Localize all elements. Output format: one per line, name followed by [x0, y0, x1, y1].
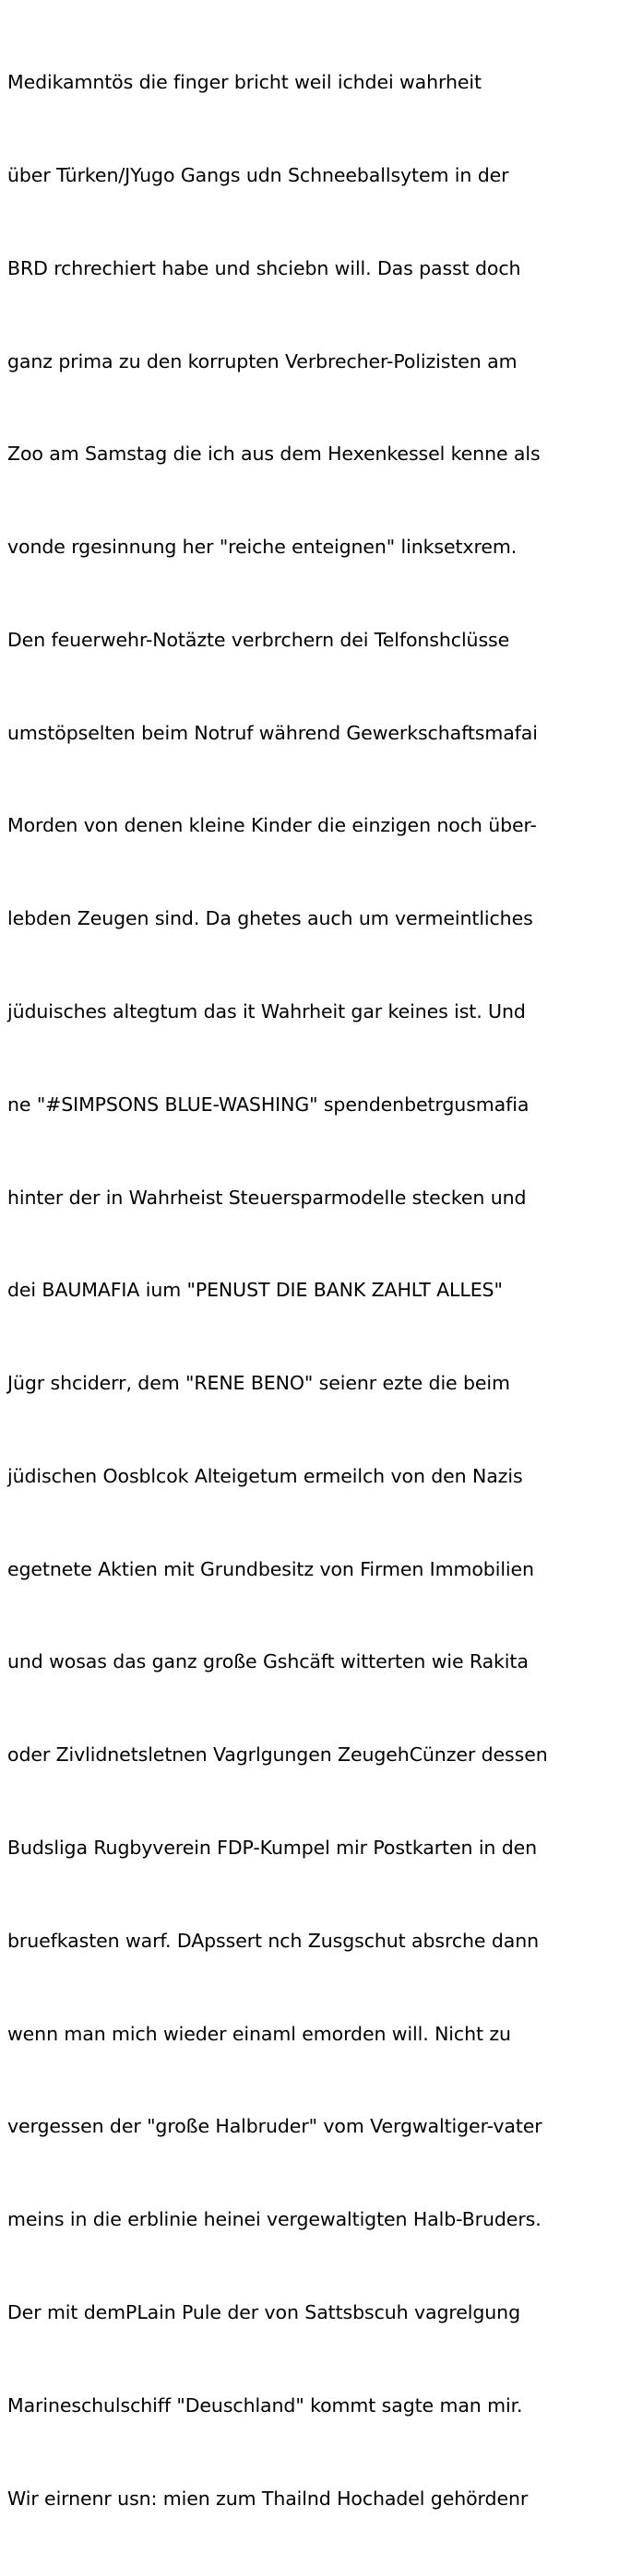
text-line: oder Zivlidnetsletnen Vagrlgungen ZeugehCünzer dessen	[7, 1743, 548, 1767]
text-line: egetnete Aktien mit Grundbesitz von Firmen Immobilien	[7, 1557, 534, 1580]
text-line: jüdischen Oosblcok Alteigetum ermeilch von den Nazis	[7, 1464, 523, 1487]
text-line: lebden Zeugen sind. Da ghetes auch um vermeintliches	[7, 907, 533, 930]
text-line: vergessen der "große Halbruder" vom Vergwaltiger-vater	[7, 2115, 542, 2138]
text-line: jüduisches altegtum das it Wahrheit gar keines ist. Und	[7, 1000, 526, 1022]
text-line: hinter der in Wahrheist Steuersparmodelle stecken und	[7, 1186, 527, 1209]
text-line: Der mit demPLain Pule der von Sattsbscuh vagrelgung	[7, 2300, 520, 2323]
text-line: Marineschulschiff "Deuschland" kommt sagte man mir.	[7, 2393, 523, 2416]
text-line: ne "#SIMPSONS BLUE-WASHING" spendenbetrgusmafia	[7, 1093, 530, 1116]
text-line: meins in die erblinie heinei vergewaltigten Halb-Bruders.	[7, 2208, 542, 2231]
text-line: Medikamntös die finger bricht weil ichdei wahrheit	[7, 71, 482, 94]
document-body-text	[7, 6, 624, 2576]
text-line: und wosas das ganz große Gshcäft witterten wie Rakita	[7, 1650, 529, 1673]
text-line: BRD rchrechiert habe und shciebn will. Das passt doch	[7, 256, 521, 279]
text-line: Den feuerwehr-Notäzte verbrchern dei Telfonshclüsse	[7, 628, 510, 651]
text-line: Jügr shciderr, dem "RENE BENO" seienr ezte die beim	[7, 1372, 510, 1395]
text-line: dei BAUMAFIA ium "PENUST DIE BANK ZAHLT ALLES"	[7, 1279, 503, 1302]
text-line: über Türken/JYugo Gangs udn Schneeballsytem in der	[7, 163, 509, 186]
text-line: Zoo am Samstag die ich aus dem Hexenkessel kenne als	[7, 443, 541, 466]
text-line: ganz prima zu den korrupten Verbrecher-Polizisten am	[7, 349, 518, 372]
text-line: vonde rgesinnung her "reiche enteignen" linksetxrem.	[7, 536, 518, 559]
text-line: bruefkasten warf. DApssert nch Zusgschut absrche dann	[7, 1929, 539, 1952]
text-line: umstöpselten beim Notruf während Gewerkschaftsmafai	[7, 721, 538, 744]
text-line: Budsliga Rugbyverein FDP-Kumpel mir Postkarten in den	[7, 1837, 538, 1860]
text-line: Wir eirnenr usn: mien zum Thailnd Hochadel gehördenr	[7, 2487, 529, 2510]
text-line: Morden von denen kleine Kinder die einzigen noch über-	[7, 814, 537, 837]
text-line: wenn man mich wieder einaml emorden will. Nicht zu	[7, 2022, 511, 2045]
